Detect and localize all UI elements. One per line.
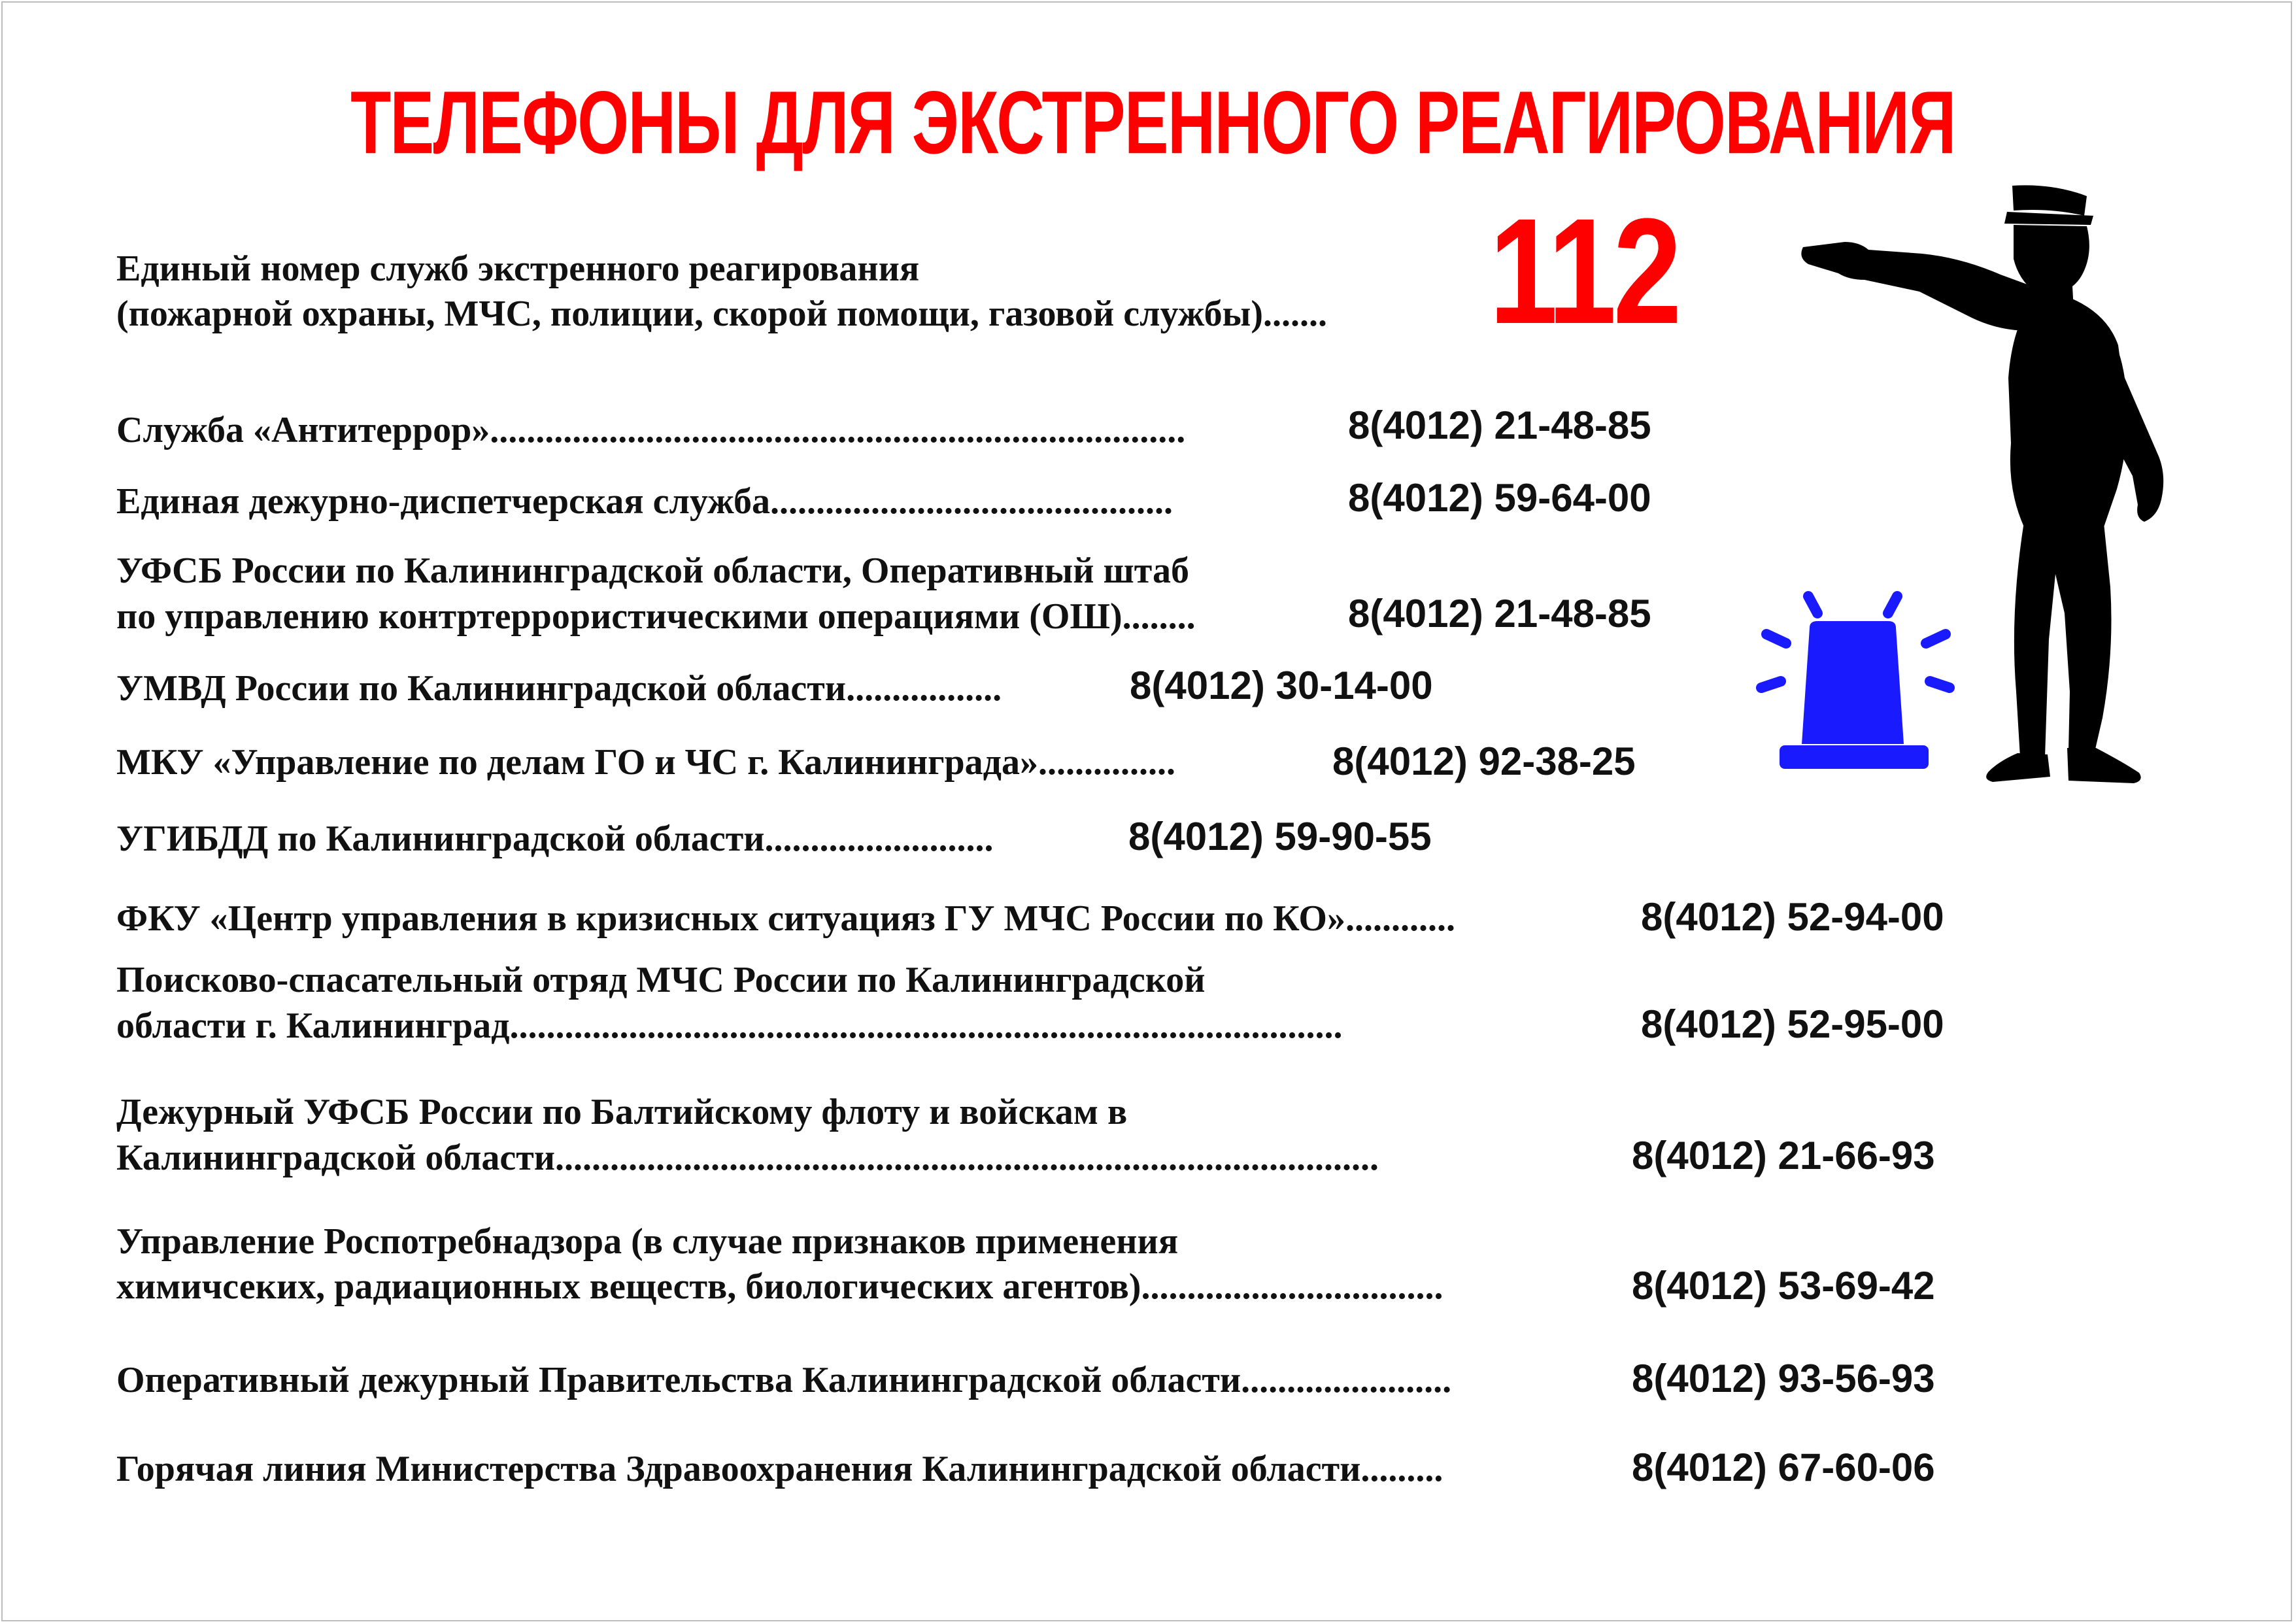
entry-phone: 8(4012) 21-48-85 bbox=[1348, 403, 1651, 447]
entry-phone: 8(4012) 21-66-93 bbox=[1632, 1134, 1935, 1177]
entry-phone: 8(4012) 93-56-93 bbox=[1632, 1357, 1935, 1400]
main-number-line1: Единый номер служб экстренного реагирования bbox=[116, 248, 920, 289]
entry-label: УГИБДД по Калининградской области......................... bbox=[116, 819, 994, 859]
entry-label-line2: химичсеких, радиационных веществ, биологических агентов)................................. bbox=[116, 1266, 1443, 1307]
entry-phone: 8(4012) 53-69-42 bbox=[1632, 1264, 1935, 1308]
entry-label: УМВД России по Калининградской области................. bbox=[116, 668, 1002, 709]
main-number-line2: (пожарной охраны, МЧС, полиции, скорой помощи, газовой службы)....... bbox=[116, 294, 1327, 334]
entry-phone: 8(4012) 21-48-85 bbox=[1348, 592, 1651, 635]
entry-phone: 8(4012) 52-94-00 bbox=[1641, 895, 1944, 939]
entry-label: Поисково-спасательный отряд МЧС России по Калининградской bbox=[116, 960, 1206, 1000]
police-officer-silhouette bbox=[1791, 182, 2184, 796]
entry-phone: 8(4012) 92-38-25 bbox=[1332, 739, 1636, 783]
entry-label-line2: области г. Калининград........................................................................................... bbox=[116, 1006, 1343, 1046]
entry-label-line2: по управлению контртеррористическими операциями (ОШ)........ bbox=[116, 596, 1196, 637]
entry-label: Единая дежурно-диспетчерская служба............................................ bbox=[116, 481, 1173, 522]
entry-phone: 8(4012) 67-60-06 bbox=[1632, 1446, 1935, 1489]
entry-label: Управление Роспотребнадзора (в случае признаков применения bbox=[116, 1221, 1179, 1262]
entry-label: Служба «Антитеррор»............................................................................ bbox=[116, 410, 1186, 450]
entry-label: Горячая линия Министерства Здравоохранения Калининградской области......... bbox=[116, 1449, 1443, 1489]
entry-phone: 8(4012) 59-64-00 bbox=[1348, 476, 1651, 520]
entry-label: УФСБ России по Калининградской области, Оперативный штаб bbox=[116, 550, 1189, 591]
entry-label-line2: Калининградской области.......................................................................................... bbox=[116, 1138, 1379, 1178]
entry-label: МКУ «Управление по делам ГО и ЧС г. Калининграда»............... bbox=[116, 742, 1175, 783]
page-title: ТЕЛЕФОНЫ ДЛЯ ЭКСТРЕННОГО РЕАГИРОВАНИЯ bbox=[350, 72, 1955, 173]
emergency-number-112: 112 bbox=[1489, 187, 1679, 355]
entry-label: Оперативный дежурный Правительства Калининградской области....................... bbox=[116, 1360, 1452, 1400]
entry-phone: 8(4012) 30-14-00 bbox=[1130, 664, 1433, 707]
entry-label: ФКУ «Центр управления в кризисных ситуацияз ГУ МЧС России по КО»............ bbox=[116, 898, 1455, 939]
entry-phone: 8(4012) 52-95-00 bbox=[1641, 1002, 1944, 1046]
entry-label: Дежурный УФСБ России по Балтийскому флоту и войскам в bbox=[116, 1092, 1128, 1132]
entry-phone: 8(4012) 59-90-55 bbox=[1128, 815, 1432, 858]
